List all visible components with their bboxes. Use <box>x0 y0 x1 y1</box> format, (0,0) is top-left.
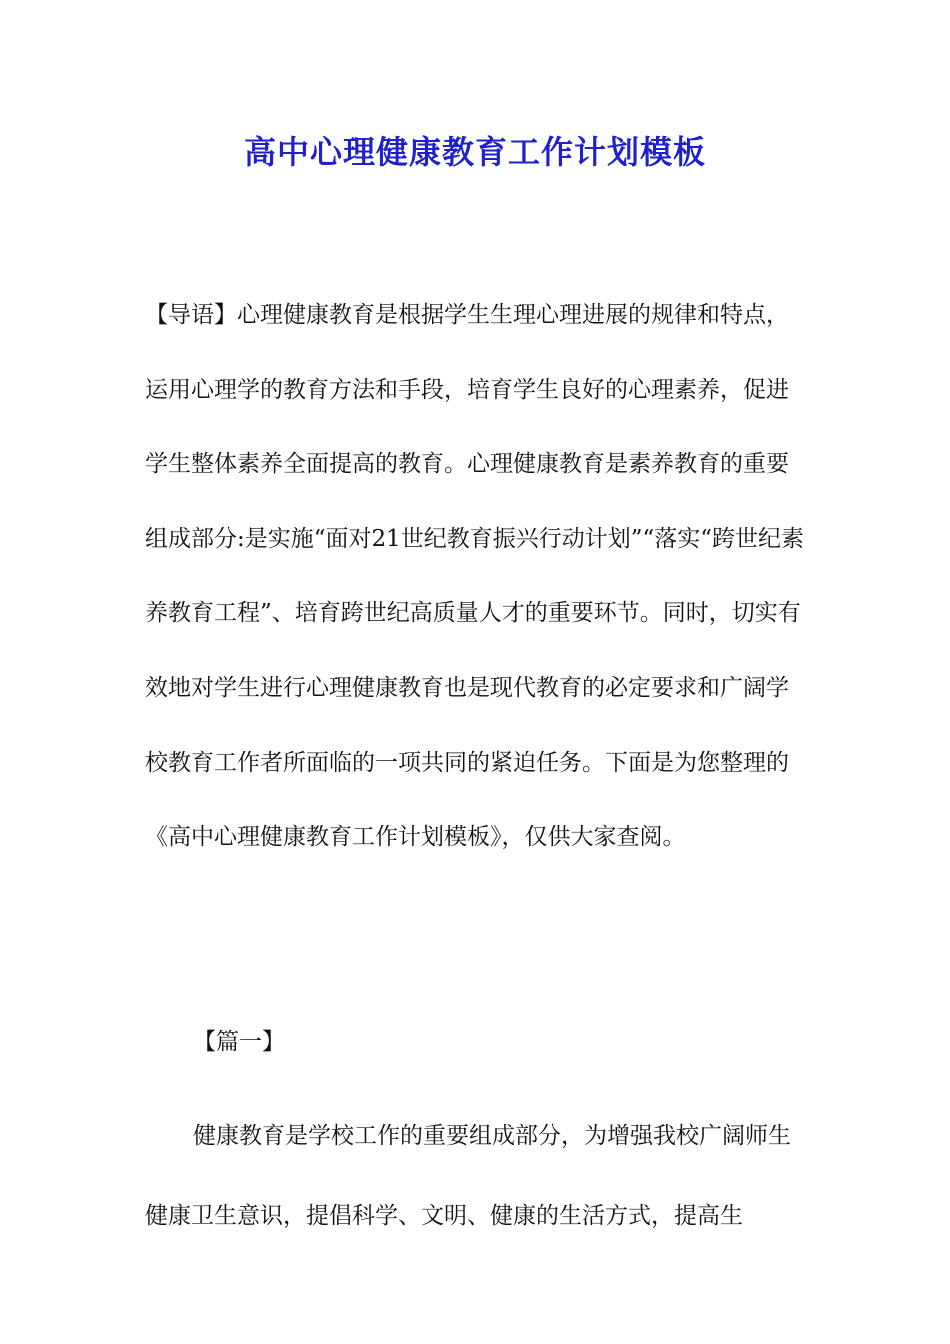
intro-paragraph: 【导语】心理健康教育是根据学生生理心理进展的规律和特点，运用心理学的教育方法和手段，培育学生良好的心理素养，促进学生整体素养全面提高的教育。心理健康教育是素养教育的重要组成部分:是实施“面对21世纪教育振兴行动计划”“落实“跨世纪素养教育工程”、培育跨世纪高质量人才的重要环节。同时，切实有效地对学生进行心理健康教育也是现代教育的必定要求和广阔学校教育工作者所面临的一项共同的紧迫任务。下面是为您整理的《高中心理健康教育工作计划模板》，仅供大家查阅。 <box>145 302 805 851</box>
section-heading: 【篇一】 <box>193 1029 285 1055</box>
body-paragraph: 健康教育是学校工作的重要组成部分，为增强我校广阔师生健康卫生意识，提倡科学、文明、健康的生活方式，提高生 <box>145 1123 791 1229</box>
document-title: 高中心理健康教育工作计划模板 <box>243 133 706 171</box>
